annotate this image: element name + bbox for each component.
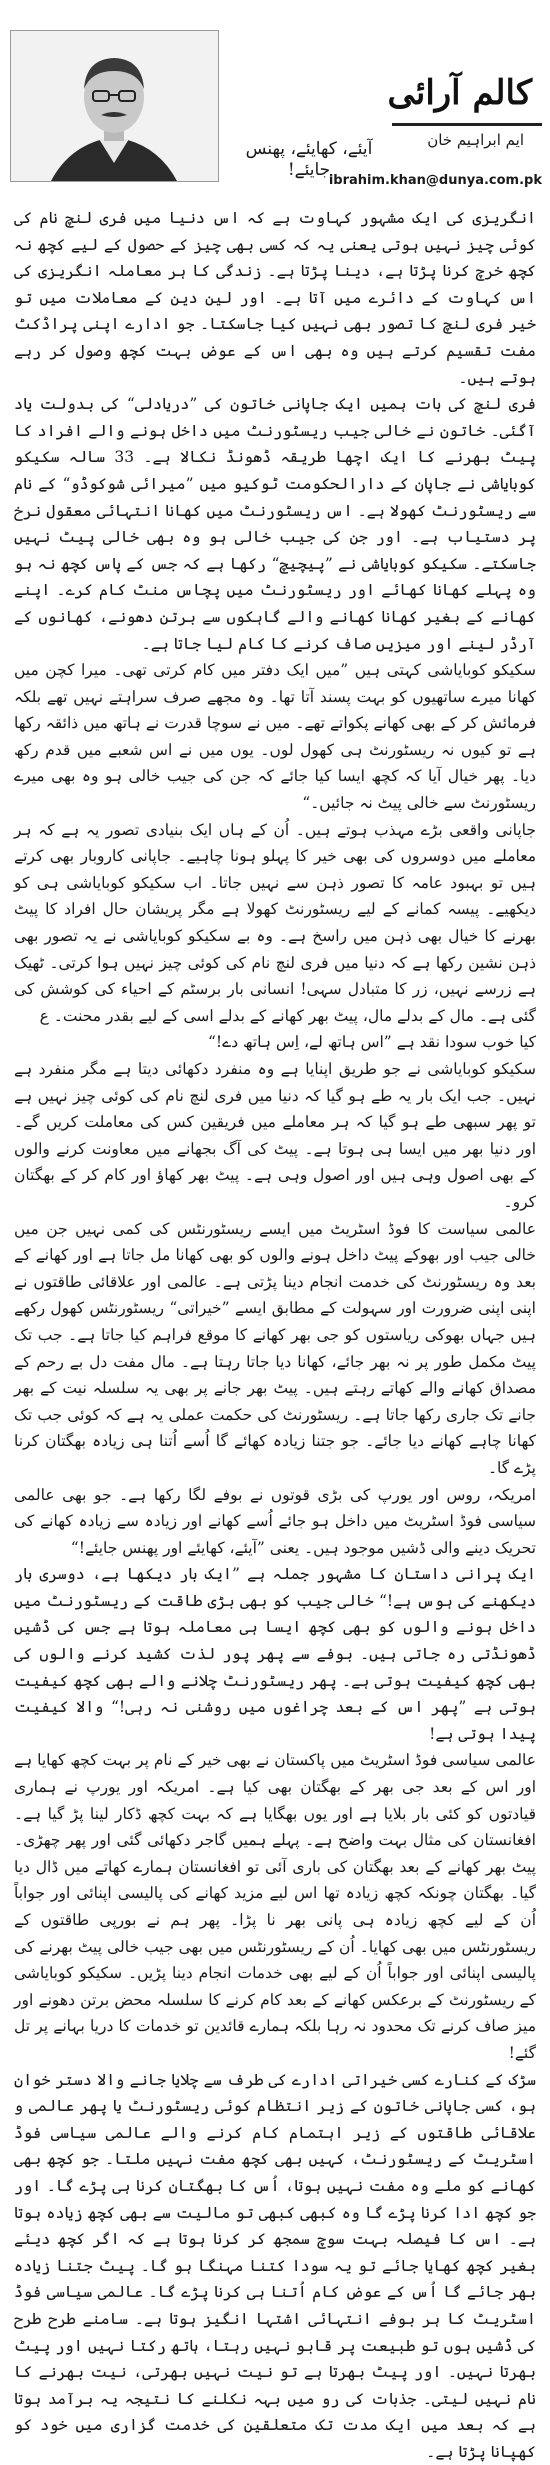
writer-email: ibrahim.khan@dunya.com.pk <box>328 173 542 188</box>
paragraph: عالمی سیاست کا فوڈ اسٹریٹ میں ایسے ریسٹورنٹس کی کمی نہیں جن میں خالی جیب اور بھوکے پیٹ داخل ہونے والوں کو بھی کھانا مل جاتا ہے اور کھانے کے بعد وہ ریسٹورنٹ کی خدمت انجام دینا پڑتی ہے۔ عالمی اور علاقائی طاقتوں نے اپنی اپنی ضرورت اور سہولت کے مطابق ایسے ”خیراتی“ ریسٹورنٹس کھول رکھے ہیں جہاں بھوکی ریاستوں کو جی بھر کھانے کا موقع فراہم کیا جاتا ہے۔ جب تک پیٹ مکمل طور پر نہ بھر جائے، کھانا دیا جاتا رہتا ہے۔ مال مفت دل بے رحم کے مصداق کھانے والے کھاتے رہتے ہیں۔ پیٹ بھر جانے پر بھی یہ سلسلہ نیت کے بھر جانے تک جاری رکھا جاتا ہے۔ ریسٹورنٹ کی حکمت عملی یہ ہے کہ کوئی جب تک کھانا چاہے کھانے دیا جائے۔ جو جتنا زیادہ کھائے گا اُسے اُتنا ہی زیادہ بھگتان کرنا پڑے گا۔ <box>14 1219 536 1477</box>
paragraph: انگریزی کی ایک مشہور کہاوت ہے کہ اس دنیا میں فری لنچ نام کی کوئی چیز نہیں ہوتی یعنی یہ کہ کسی بھی چیز کے حصول کے لیے کچھ نہ کچھ خرچ کرنا پڑتا ہے، دینا پڑتا ہے۔ زندگی کا ہر معاملہ انگریزی کی اس کہاوت کے دائرے میں آتا ہے۔ اور لین دین کے معاملات میں تو خیر فری لنچ کا تصور بھی نہیں کیا جاسکتا۔ جو ادارے اپنی پراڈکٹ مفت تقسیم کرتے ہیں وہ بھی اس کے عوض بہت کچھ وصول کر رہے ہوتے ہیں۔ <box>14 209 536 387</box>
article-body <box>14 205 536 2465</box>
column-brand <box>387 63 542 153</box>
writer-photo <box>10 30 219 182</box>
paragraph: امریکہ، روس اور یورپ کی بڑی قوتوں نے بوفے لگا رکھا ہے۔ جو بھی عالمی سیاسی فوڈ اسٹریٹ میں داخل ہو جائے اُسے کھانے اور زیادہ سے زیادہ کھانے کی تحریک دینے والی ڈشیں موجود ہیں۔ یعنی ”آیئے، کھایئے اور پھنس جایئے!“ <box>14 1485 536 1557</box>
paragraph: سڑک کے کنارے کسی خیراتی ادارے کی طرف سے چلایا جانے والا دستر خوان ہو، کسی جاپانی خاتون کے زیر انتظام کوئی ریسٹورنٹ یا پھر عالمی و علاقائی طاقتوں کے زیر اہتمام کام کرنے والے عالمی سیاسی فوڈ اسٹریٹ کے ریسٹورنٹ، کہیں بھی کچھ مفت نہیں ملتا۔ جو کچھ بھی کھانے کو ملے وہ مفت نہیں ہوتا، اُس کا بھگتان کرنا ہی پڑے گا۔ اور جو کچھ ادا کرنا پڑے گا وہ کبھی کبھی تو مالیت سے بھی کچھ زیادہ ہوتا ہے۔ اس کا فیصلہ بہت سوچ سمجھ کر کرنا ہوتا ہے کہ اگر کچھ دیئے بغیر کچھ کھایا جائے تو یہ سودا کتنا مہنگا ہو گا۔ پیٹ جتنا زیادہ بھر جائے گا اُس کے عوض کام اُتنا ہی کرنا پڑے گا۔ عالمی سیاسی فوڈ اسٹریٹ کا ہر بوفے انتہائی اشتہا انگیز ہوتا ہے۔ سامنے طرح طرح کی ڈشیں ہوں تو طبیعت پر قابو نہیں رہتا، ہاتھ رکتا نہیں اور پیٹ بھرتا نہیں۔ اور پیٹ بھرتا ہے تو نیت نہیں بھرتی، نیت بھرنے کا نام نہیں لیتی۔ جذبات کی رو میں بہہ نکلنے کا نتیجہ یہ برآمد ہوتا ہے کہ بعد میں ایک مدت تک متعلقین کی خدمت گزاری میں خود کو کھپانا پڑتا ہے۔ <box>14 2070 536 2461</box>
column-headline: آیئے، کھایئے، پھنس جایئے! <box>245 139 373 180</box>
writer-portrait-icon <box>11 31 218 181</box>
paragraph: جاپانی واقعی بڑے مہذب ہوتے ہیں۔ اُن کے ہاں ایک بنیادی تصور یہ ہے کہ ہر معاملے میں دوسروں کی بھی خیر کا پہلو ہونا چاہیے۔ جاپانی کاروبار بھی کرتے ہیں تو بہبود عامہ کا تصور ذہن سے نہیں جاتا۔ اب سکیکو کوبایاشی ہی کو دیکھیے۔ پیسہ کمانے کے لیے ریسٹورنٹ کھولا ہے مگر پریشان حال افراد کا پیٹ بھرنے کا خیال بھی ذہن میں راسخ ہے۔ وہ بے سکیکو کوبایاشی نے یہ تصور بھی ذہن نشین رکھا ہے کہ دنیا میں فری لنچ نام کی کوئی چیز نہیں ہوا کرتی۔ ٹھیک ہے زرسے نہیں، زر کا متبادل سہی! انسانی بار برسٹم کے احیاء کی کوشش کی گئی ہے۔ مال کے بدلے مال، پیٹ بھر کھانے کے بدلے اسی کے لیے بقدر محنت۔ ع <box>14 820 536 1025</box>
column-masthead <box>10 8 542 198</box>
column-name: کالم آرائی <box>387 73 532 113</box>
verse-line: کیا خوب سودا نقد ہے ”اس ہاتھ لے، اِس ہاتھ دے!“ <box>207 1033 536 1052</box>
paragraph: ایک پرانی داستان کا مشہور جملہ ہے ”ایک بار دیکھا ہے، دوسری بار دیکھنے کی ہوس ہے!“ خالی جیب کو بھی بڑی طاقت کے ریسٹورنٹ میں داخل ہونے والوں کو بھی کچھ ایسا ہی معاملہ ہوتا ہے جس کی ڈشیں ڈھونڈتی رہ جاتی ہیں۔ بوفے سے پھر پور لذت کشید کرنے والوں کی بھی کچھ کیفیت ہوتی ہے۔ پھر ریسٹورنٹ چلانے والے بھی کچھ کیفیت ہوتی ہے ”پھر اس کے بعد چراغوں میں روشنی نہ رہی!“ والا کیفیت پیدا ہوتی ہے! <box>14 1565 536 1743</box>
paragraph: سکیکو کوبایاشی کہتی ہیں ”میں ایک دفتر میں کام کرتی تھی۔ میرا کچن میں کھانا میرے ساتھیوں کو بہت پسند آتا تھا۔ وہ مجھے صرف سراہتے نہیں تھے بلکہ فرمائش کر کے بھی کھانے پکواتے تھے۔ میں نے سوچا قدرت نے ہاتھ میں ذائقہ رکھا ہے تو کیوں نہ ریسٹورنٹ ہی کھول لوں۔ یوں میں نے اس شعبے میں قدم رکھ دیا۔ پھر خیال آیا کہ کچھ ایسا کیا جائے کہ جن کی جیب خالی ہو وہ بھی میرے ریسٹورنٹ سے خالی پیٹ نہ جائیں۔“ <box>14 661 536 813</box>
brand-divider <box>392 123 542 126</box>
writer-name: ایم ابراہیم خان <box>427 131 524 149</box>
paragraph: فری لنچ کی بات ہمیں ایک جاپانی خاتون کی ”دریادلی“ کی بدولت یاد آگئی۔ خاتون نے خالی جیب ریسٹورنٹ میں داخل ہونے والے افراد کا پیٹ بھرنے کا ایک اچھا طریقہ ڈھونڈ نکالا ہے۔ 33 سالہ سکیکو کوبایاشی نے جاپان کے دارالحکومت ٹوکیو میں ”میرائی شوکوڈو“ کے نام سے ریسٹورنٹ کھولا ہے۔ اس ریسٹورنٹ میں کھانا انتہائی معقول نرخ پر دستیاب ہے۔ اور جن کی جیب خالی ہو وہ بھی خالی پیٹ نہیں جاسکتے۔ سکیکو کوبایاشی نے ”پیچیچ“ رکھا ہے کہ جس کے پاس کچھ نہ ہو وہ پہلے کھانا کھائے اور ریسٹورنٹ میں پچاس منٹ کام کرے۔ اپنے کھانے کے بغیر کھانا کھانے والے گاہکوں سے برتن دھونے، کھانوں کے آرڈر لینے اور میزیں صاف کرنے کا کام لیا جاتا ہے۔ <box>14 395 536 653</box>
paragraph: سکیکو کوبایاشی نے جو طریق اپنایا ہے وہ منفرد دکھائی دیتا ہے مگر منفرد ہے نہیں۔ جب ایک بار یہ طے ہو گیا کہ دنیا میں فری لنچ نام کی کوئی چیز نہیں ہے تو پھر سبھی طے ہو گیا کہ ہر معاملے میں فریقین کس کی معاملت کریں گے۔ اور دنیا بھر میں ایسا ہی ہوتا ہے۔ پیٹ کی آگ بجھانے میں معاونت کرنے والوں کے بھی اصول وہی ہیں اور اصول وہی ہے۔ پیٹ بھر کھاؤ اور کام کر کے بھگتان کرو۔ <box>14 1060 536 1211</box>
paragraph: عالمی سیاسی فوڈ اسٹریٹ میں پاکستان نے بھی خیر کے نام پر بہت کچھ کھایا ہے اور اس کے بعد جی بھر کے بھگتان بھی کیا ہے۔ امریکہ اور یورپ نے ہماری قیادتوں کو کئی بار بلایا ہے اور یوں بھگایا ہے کہ بہت کچھ ڈکار لینا پڑ گیا ہے۔ افغانستان کی مثال بہت واضح ہے۔ پہلے ہمیں گاجر دکھائی گئی اور پھر چھڑی۔ پیٹ بھر کھانے کے بعد بھگتان کی باری آئی تو افغانستان ہمارے کھاتے میں ڈال دیا گیا۔ بھگتان چونکہ کچھ زیادہ تھا اس لیے مزید کھانے کی پالیسی اپنائی اور جواباً اُن کے لیے کچھ زیادہ ہی پانی بھر نا پڑا۔ پھر ہم نے بورپی طاقتوں کے ریسٹورنٹس میں بھی کھایا۔ اُن کے ریسٹورنٹس میں بھی جیب خالی پیٹ بھرنے کی پالیسی اپنائی اور جواباً اُن کے لیے بھی خدمات انجام دینا پڑیں۔ سکیکو کوبایاشی کے ریسٹورنٹ کے برعکس کھانے کے بعد کام کرنے کا سلسلہ محض برتن دھونے اور میز صاف کرنے تک محدود نہ رہا بلکہ ہمارے قائدین تو خدمات کا دریا بہانے پر تل گئے! <box>14 1751 536 2062</box>
